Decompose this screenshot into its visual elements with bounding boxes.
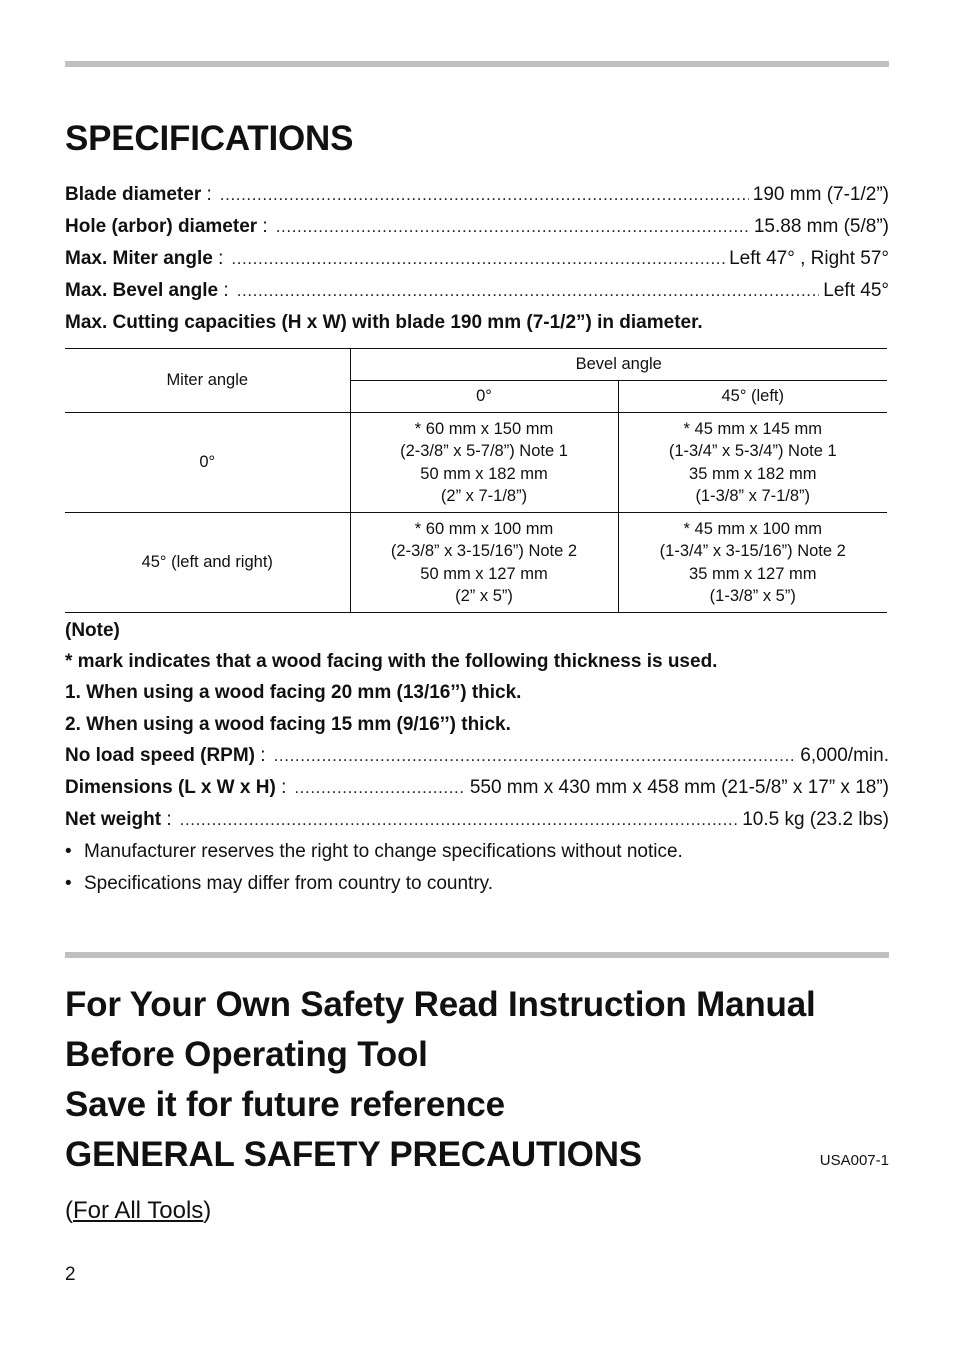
cell-line: 35 mm x 127 mm: [689, 564, 817, 583]
leader-dots: [220, 185, 749, 205]
safety-heading-line-3: Save it for future reference: [65, 1085, 505, 1124]
spec-net-weight: Net weight : ..... 10.5 kg (23.2 lbs): [65, 809, 889, 833]
cell-line: (2” x 7-1/8”): [440, 487, 528, 505]
spec-dimensions: Dimensions (L x W x H) : ..... 550 mm x 430 mm x 458 mm (21-5/8” x 17” x 18”): [65, 777, 889, 801]
for-all-tools-subheading: [65, 1197, 211, 1225]
spec-value: 190 mm (7-1/2”): [752, 184, 889, 205]
cell-line: (1-3/8” x 7-1/8”): [695, 487, 811, 505]
spec-value: 550 mm x 430 mm x 458 mm (21-5/8” x 17” x 18”): [469, 777, 889, 798]
leader-dots: [294, 778, 465, 798]
spec-blade-diameter: Blade diameter : ..... 190 mm (7-1/2”): [65, 184, 889, 208]
capacity-cell: [350, 513, 618, 613]
spec-hole-diameter: Hole (arbor) diameter : ..... 15.88 mm (5/8”): [65, 216, 889, 240]
leader-dots: [237, 281, 820, 301]
bullet-item: [65, 873, 493, 895]
safety-heading-line-1: For Your Own Safety Read Instruction Manual: [65, 985, 816, 1024]
cell-line: (2-3/8” x 5-7/8”) Note 1: [400, 442, 568, 460]
cell-line: 50 mm x 127 mm: [420, 564, 548, 583]
leader-dots: [231, 249, 725, 269]
subheading-text: For All Tools: [73, 1197, 204, 1224]
table-row: [65, 413, 887, 513]
cell-line: 35 mm x 182 mm: [689, 464, 817, 483]
miter-cell: 0°: [65, 413, 350, 513]
capacity-cell: [618, 513, 887, 613]
spec-max-bevel-angle: Max. Bevel angle : ..... Left 45°: [65, 280, 889, 304]
bullet-icon: •: [65, 873, 72, 894]
spec-label: Dimensions (L x W x H): [65, 777, 276, 798]
note-line: 1. When using a wood facing 20 mm (13/16’’) thick.: [65, 682, 522, 703]
leader-dots: [180, 810, 739, 830]
cell-line: (1-3/8” x 5”): [709, 587, 796, 605]
page-number: 2: [65, 1264, 76, 1285]
section-divider: [65, 952, 889, 958]
safety-heading-line-4: GENERAL SAFETY PRECAUTIONS: [65, 1135, 642, 1174]
page-title: SPECIFICATIONS: [65, 119, 354, 158]
spec-no-load-speed: No load speed (RPM) : ..... 6,000/min.: [65, 745, 889, 769]
bullet-icon: •: [65, 841, 72, 862]
safety-heading-line-2: Before Operating Tool: [65, 1035, 428, 1074]
spec-label: Net weight: [65, 809, 162, 830]
leader-dots: [274, 746, 797, 766]
cell-line: (2” x 5”): [455, 587, 513, 605]
cell-line: * 45 mm x 100 mm: [683, 519, 822, 538]
miter-angle-header: Miter angle: [65, 349, 350, 413]
capacity-cell: [618, 413, 887, 513]
bevel-angle-header: Bevel angle: [350, 349, 887, 381]
paren-open: (: [65, 1197, 73, 1224]
bullet-text: Specifications may differ from country to country.: [84, 873, 494, 894]
note-line: 2. When using a wood facing 15 mm (9/16’’) thick.: [65, 714, 511, 735]
bullet-text: Manufacturer reserves the right to change specifications without notice.: [84, 841, 683, 862]
spec-label: Max. Miter angle: [65, 248, 213, 269]
bevel-col-0: 0°: [350, 381, 618, 413]
capacity-cell: [350, 413, 618, 513]
spec-value: Left 45°: [823, 280, 889, 301]
top-divider: [65, 61, 889, 67]
spec-label: Hole (arbor) diameter: [65, 216, 258, 237]
spec-label: No load speed (RPM): [65, 745, 256, 766]
cell-line: * 45 mm x 145 mm: [683, 419, 822, 438]
document-code: USA007-1: [819, 1152, 889, 1169]
capacity-heading: Max. Cutting capacities (H x W) with blade 190 mm (7-1/2”) in diameter.: [65, 312, 703, 333]
note-heading: (Note): [65, 620, 120, 641]
paren-close: ): [203, 1197, 212, 1224]
spec-max-miter-angle: Max. Miter angle : ..... Left 47° , Right 57°: [65, 248, 889, 272]
table-row: [65, 513, 887, 613]
cell-line: * 60 mm x 100 mm: [414, 519, 554, 538]
spec-value: 15.88 mm (5/8”): [753, 216, 889, 237]
cell-line: (1-3/4” x 3-15/16”) Note 2: [659, 542, 846, 560]
spec-label: Blade diameter: [65, 184, 202, 205]
note-line: * mark indicates that a wood facing with the following thickness is used.: [65, 651, 718, 672]
cutting-capacity-table: [65, 348, 887, 613]
miter-cell: 45° (left and right): [65, 513, 350, 613]
cell-line: (2-3/8” x 3-15/16”) Note 2: [390, 542, 578, 560]
cell-line: (1-3/4” x 5-3/4”) Note 1: [668, 442, 837, 460]
spec-value: 10.5 kg (23.2 lbs): [742, 809, 889, 830]
bevel-col-45-left: 45° (left): [618, 381, 887, 413]
spec-value: Left 47° , Right 57°: [729, 248, 889, 269]
cell-line: 50 mm x 182 mm: [420, 464, 548, 483]
spec-label: Max. Bevel angle: [65, 280, 219, 301]
spec-value: 6,000/min.: [800, 745, 889, 766]
bullet-item: [65, 841, 683, 863]
leader-dots: [276, 217, 750, 237]
cell-line: * 60 mm x 150 mm: [414, 419, 554, 438]
